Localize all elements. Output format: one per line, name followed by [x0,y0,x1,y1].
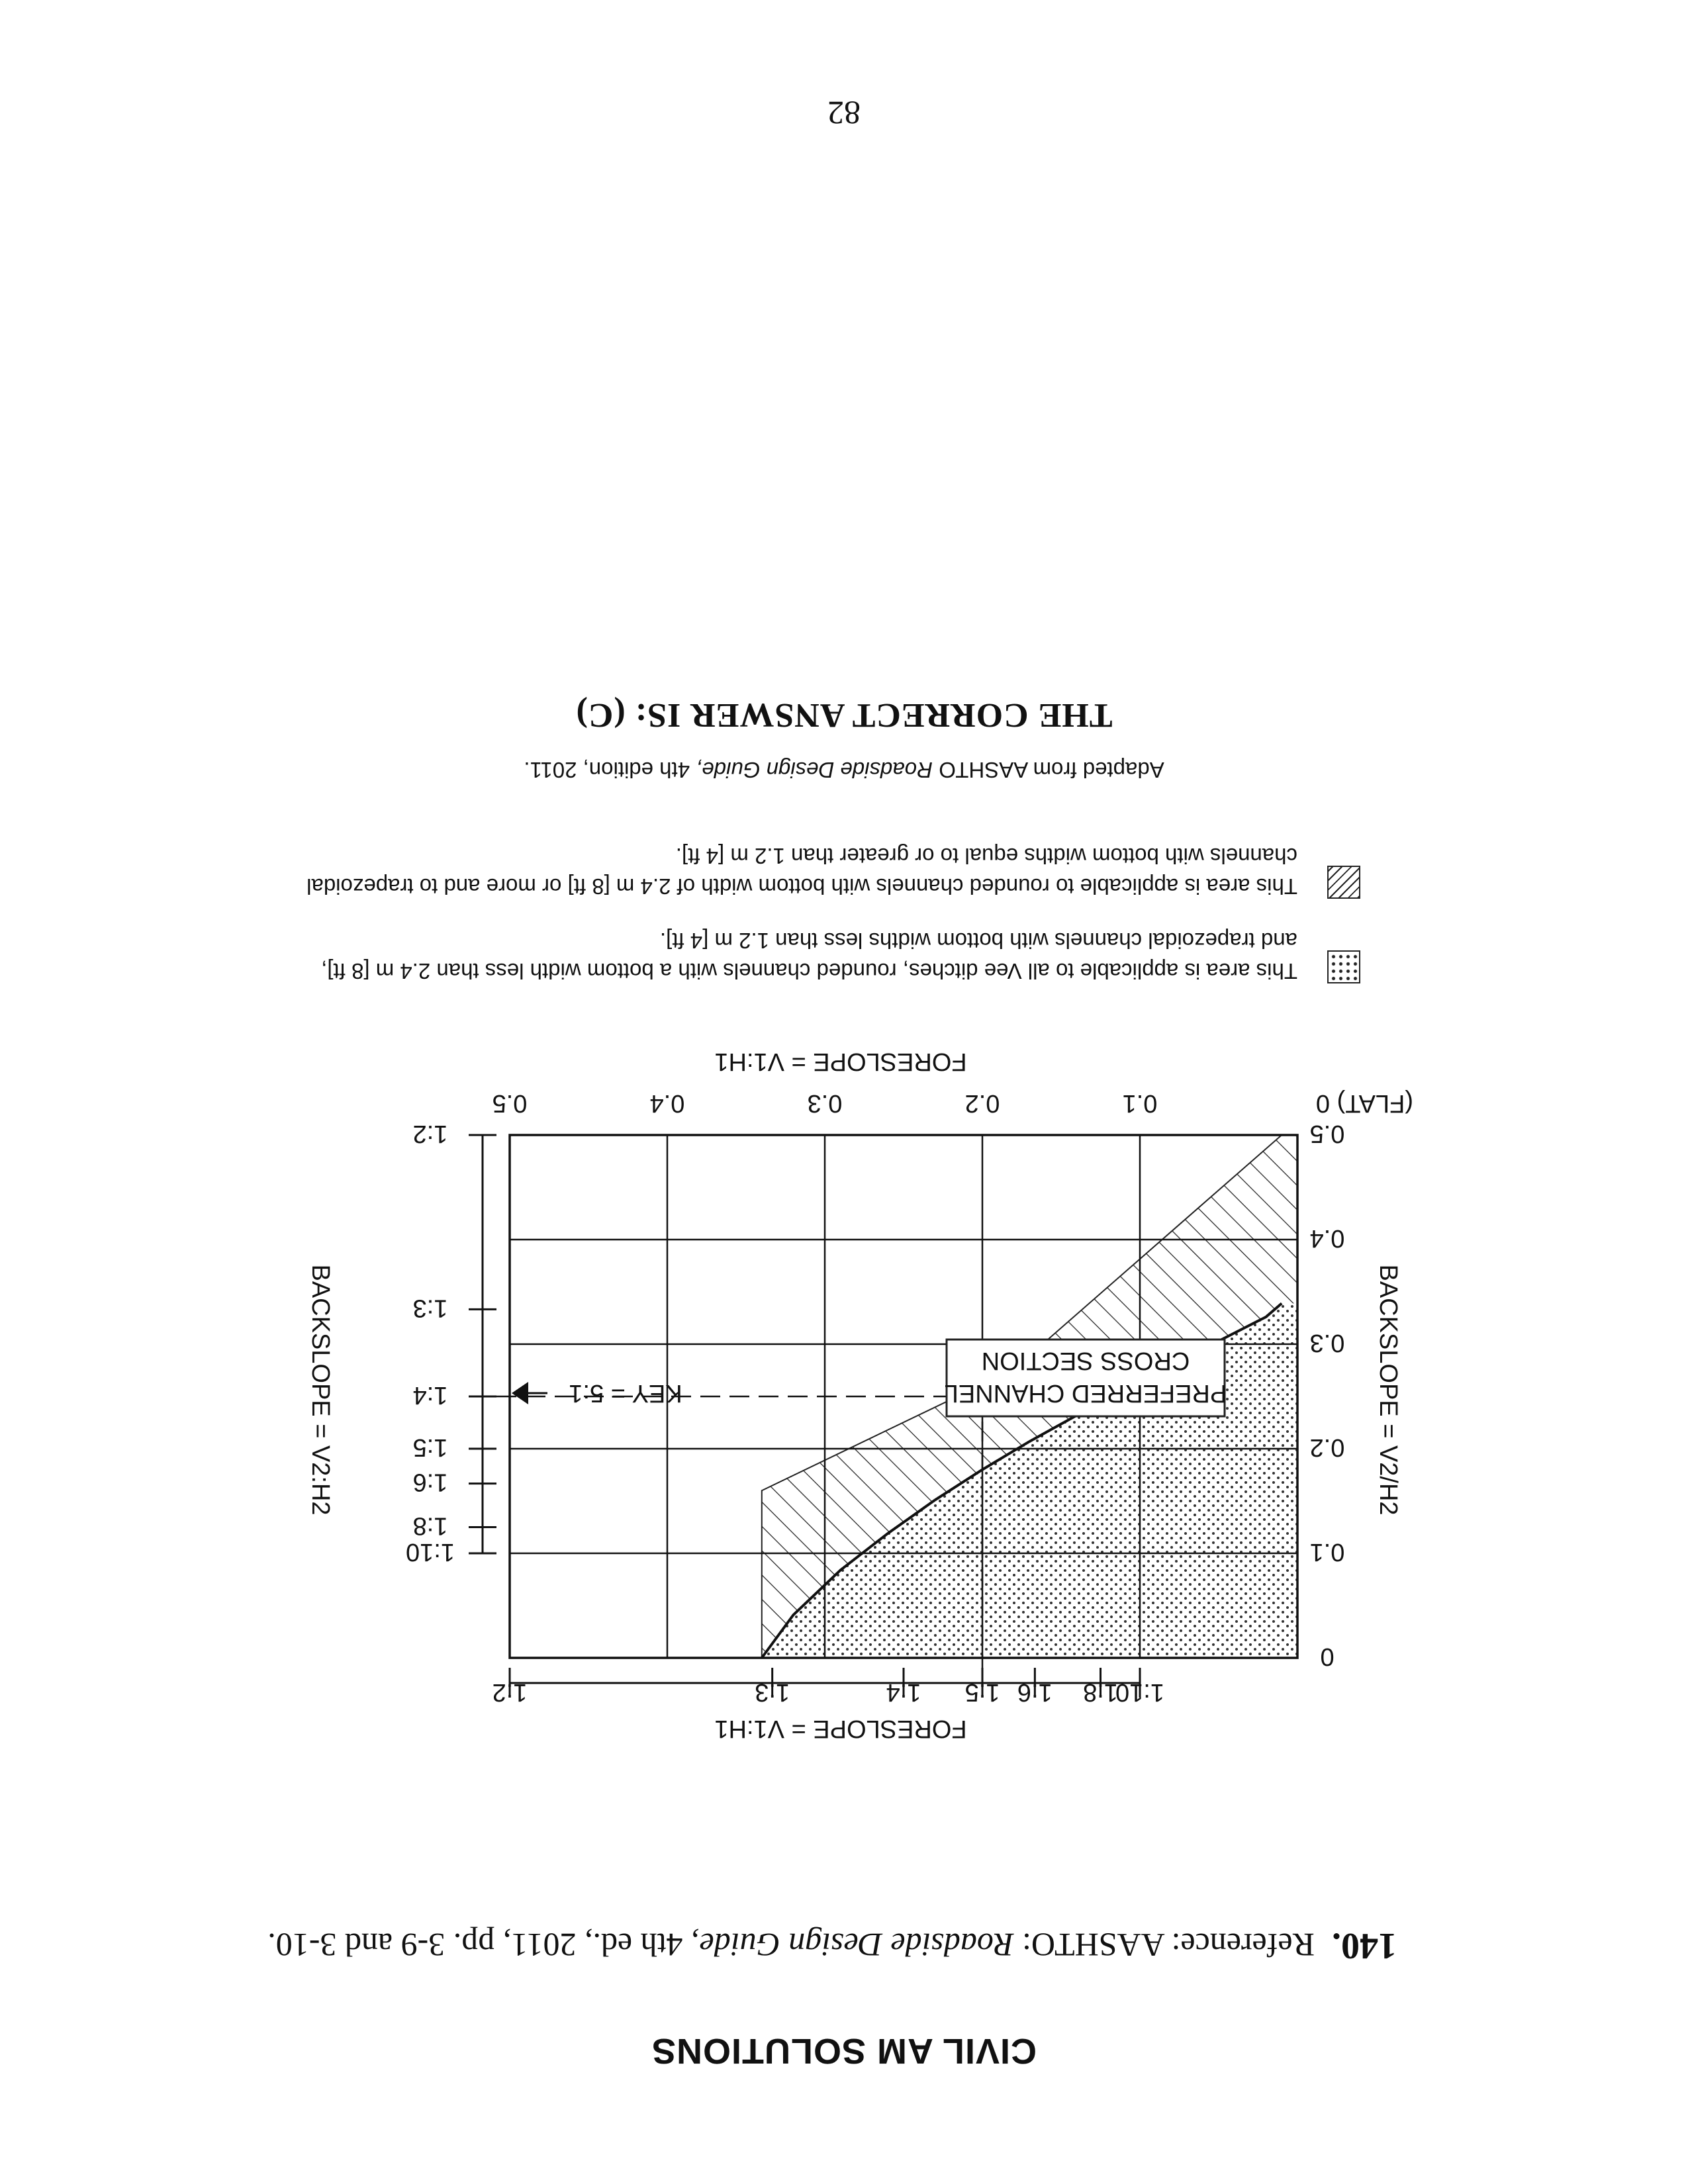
bottom-axis-label: FORESLOPE = V1:H1 [714,1048,967,1075]
legend-text-hatch: This area is applicable to rounded channels with bottom width of 2.4 m [8 ft] or more and to trapezoidal channels with bottom widths equal to or greater than 1.2 m [4 ft]. [306,844,1297,899]
page-number: 82 [827,95,861,132]
correct-answer: THE CORRECT ANSWER IS: (C) [575,696,1113,734]
bottom-tick-label: 0.4 [649,1089,685,1117]
right-axis-label: BACKSLOPE = V2:H2 [306,1264,334,1516]
bottom-tick-label: 0.5 [492,1089,528,1117]
right-ratio-label: 1:4 [412,1381,448,1409]
left-tick-label: 0.5 [1309,1120,1345,1148]
legend-text-dots: This area is applicable to all Vee ditches, rounded channels with a bottom width less than 2.4 m [8 ft], and trapezoidal channels with bottom widths less than 1.2 m [4 ft]. [321,929,1297,983]
reference-prefix: Reference: AASHTO: [1013,1927,1315,1964]
left-tick-label: 0 [1320,1643,1335,1670]
bottom-tick-label: (FLAT) 0 [1315,1089,1413,1117]
bottom-tick-label: 0.1 [1122,1089,1158,1117]
key-annotation [512,1379,682,1407]
adapted-book: Roadside Design Guide, [696,758,933,782]
page-header: CIVIL AM SOLUTIONS [651,2031,1037,2071]
problem-number: 140. [1332,1925,1397,1966]
right-ratio-label: 1:3 [412,1294,448,1322]
top-ratio-label: 1:8 [1083,1678,1118,1706]
top-ratio-label: 1:4 [886,1678,921,1706]
top-axis-label: FORESLOPE = V1:H1 [714,1715,967,1743]
dots-swatch [1327,950,1360,983]
left-tick-label: 0.1 [1309,1538,1345,1566]
key-label: KEY = 5:1 [569,1379,682,1407]
top-ratio-label: 1:2 [492,1678,528,1706]
right-ratio-label: 1:6 [412,1468,448,1496]
adapted-note [0,757,1688,782]
top-ratio-label: 1:5 [964,1678,1000,1706]
legend-item-hatch [305,841,1297,901]
top-ratio-label: 1:10 [1115,1678,1164,1706]
adapted-suffix: 4th edition, 2011. [524,758,696,782]
top-ratio-label: 1:6 [1017,1678,1053,1706]
left-tick-label: 0.2 [1309,1433,1345,1461]
right-ratio-label: 1:10 [406,1538,455,1566]
preferred-label-box [945,1340,1227,1416]
bottom-tick-label: 0.3 [807,1089,843,1117]
bottom-tick-label: 0.2 [964,1089,1000,1117]
hatch-swatch [1327,866,1360,899]
right-ratio-label: 1:8 [412,1512,448,1540]
preferred-label-line1: PREFERRED CHANNEL [944,1379,1227,1407]
top-ratio-label: 1:3 [755,1678,790,1706]
right-ratio-label: 1:5 [412,1433,448,1461]
right-ratio-label: 1:2 [412,1120,448,1148]
adapted-prefix: Adapted from AASHTO [932,758,1164,782]
left-tick-label: 0.3 [1309,1329,1345,1357]
left-axis-label: BACKSLOPE = V2/H2 [1374,1264,1402,1516]
preferred-label-line2: CROSS SECTION [981,1347,1190,1375]
reference-book: Roadside Design Guide, [691,1927,1014,1964]
left-tick-label: 0.4 [1309,1224,1345,1252]
legend-item-dots [305,925,1297,986]
reference-suffix: 4th ed., 2011, pp. 3-9 and 3-10. [267,1927,692,1964]
